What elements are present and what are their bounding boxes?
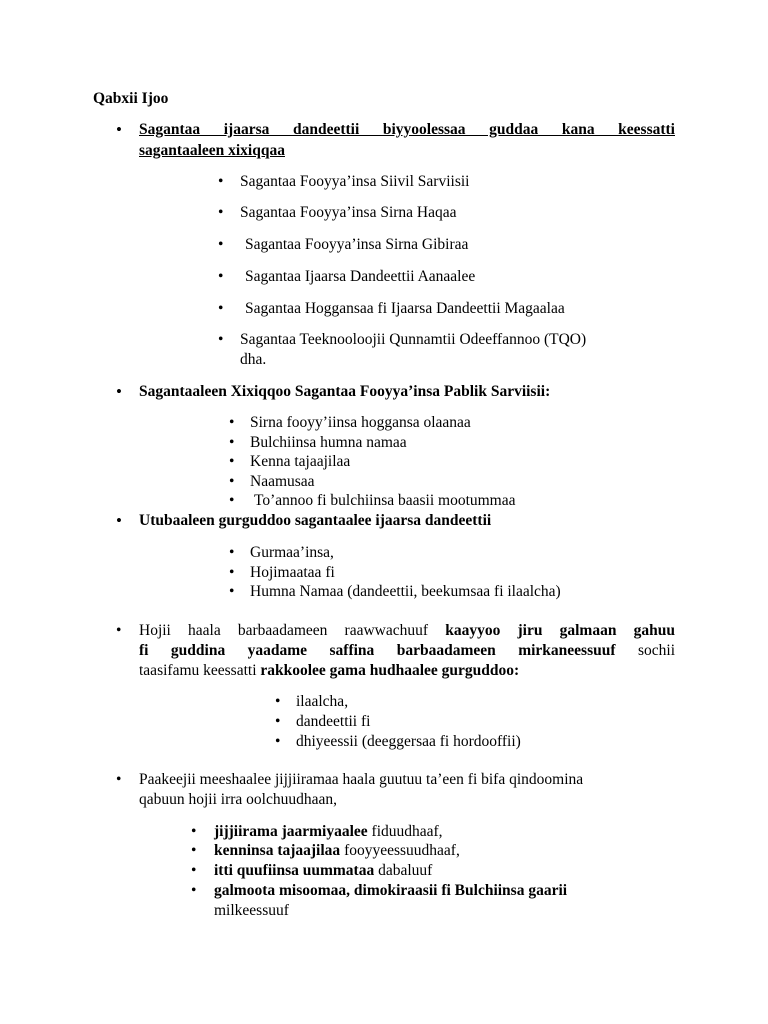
bullet-dot: • (229, 473, 235, 490)
bullet-dot: • (229, 434, 235, 451)
section5-paragraph-line2: qabuun hojii irra oolchuudhaan, (139, 791, 338, 808)
bullet-dot: • (218, 268, 224, 285)
bullet-dot: • (229, 453, 235, 470)
section5-paragraph-line1: Paakeejii meeshaalee jijjiiramaa haala guutuu ta’een fi bifa qindoomina (139, 771, 584, 788)
list-item: Humna Namaa (dandeettii, beekumsaa fi ilaalcha) (250, 583, 561, 600)
text-run-bold: fi guddina yaadame saffina barbaadameen mirkaneessuuf (139, 642, 616, 659)
section4-paragraph-line1 (139, 621, 675, 641)
text-run-bold: rakkoolee gama hudhaalee gurguddoo: (260, 662, 520, 679)
bullet-dot: • (191, 823, 197, 840)
bullet-dot: • (116, 511, 122, 530)
page-heading: Qabxii Ijoo (93, 90, 169, 107)
bullet-dot: • (218, 236, 224, 253)
text-run-bold: galmoota misoomaa, dimokiraasii fi Bulchiinsa gaarii (214, 882, 568, 899)
section4-paragraph-line3 (139, 661, 519, 681)
bullet-dot: • (229, 544, 235, 561)
bullet-dot: • (229, 492, 235, 509)
list-item (214, 861, 432, 881)
list-item: Sagantaa Teeknooloojii Qunnamtii Odeeffannoo (TQO) (240, 331, 587, 348)
bullet-dot: • (229, 414, 235, 431)
section4-paragraph-line2 (139, 641, 675, 661)
bullet-dot: • (275, 733, 281, 750)
list-item (214, 822, 443, 842)
list-item: Kenna tajaajilaa (250, 453, 351, 470)
bullet-dot: • (229, 583, 235, 600)
list-item: Bulchiinsa humna namaa (250, 434, 407, 451)
list-item (214, 881, 567, 901)
text-run-bold: kaayyoo jiru galmaan gahuu (445, 622, 675, 639)
list-item: ilaalcha, (296, 693, 349, 710)
bullet-dot: • (218, 300, 224, 317)
bullet-dot: • (218, 173, 224, 190)
list-item: To’annoo fi bulchiinsa baasii mootummaa (254, 492, 516, 509)
bullet-dot: • (191, 842, 197, 859)
text-run: fiduudhaaf, (367, 823, 443, 840)
bullet-dot: • (116, 622, 122, 639)
section3-title: Utubaaleen gurguddoo sagantaalee ijaarsa dandeettii (139, 512, 492, 529)
list-item: Sagantaa Hoggansaa fi Ijaarsa Dandeettii Magaalaa (245, 300, 565, 317)
list-item: Sagantaa Fooyya’insa Siivil Sarviisii (240, 173, 470, 190)
text-run: sochii (615, 642, 676, 659)
bullet-dot: • (229, 564, 235, 581)
section1-title: Sagantaa ijaarsa dandeettii biyyoolessaa guddaa kana keessatti (139, 121, 675, 138)
bullet-dot: • (275, 713, 281, 730)
section1-title-cont: sagantaaleen xixiqqaa (139, 142, 285, 159)
list-item: dandeettii fi (296, 713, 371, 730)
bullet-dot: • (116, 771, 122, 788)
text-run: dabaluuf (374, 862, 433, 879)
text-run: taasifamu keessatti (139, 662, 261, 679)
text-run: Hojii haala barbaadameen raawwachuuf (139, 622, 446, 639)
text-run-bold: kenninsa tajaajilaa (214, 842, 341, 859)
list-item: Sagantaa Ijaarsa Dandeettii Aanaalee (245, 268, 476, 285)
bullet-dot: • (275, 693, 281, 710)
list-item: Sagantaa Fooyya’insa Sirna Haqaa (240, 204, 457, 221)
bullet-dot: • (116, 382, 122, 401)
list-item: Sirna fooyy’iinsa hoggansa olaanaa (250, 414, 471, 431)
list-item (214, 841, 460, 861)
text-run-bold: itti quufiinsa uummataa (214, 862, 375, 879)
list-item: Gurmaa’insa, (250, 544, 334, 561)
list-item-cont: dha. (240, 351, 267, 368)
list-item-cont: milkeessuuf (214, 902, 289, 919)
bullet-dot: • (191, 882, 197, 899)
text-run-bold: jijjiirama jaarmiyaalee (214, 823, 368, 840)
bullet-dot: • (191, 862, 197, 879)
text-run: fooyyeessuudhaaf, (340, 842, 460, 859)
list-item: Naamusaa (250, 473, 315, 490)
bullet-dot: • (116, 120, 122, 139)
section2-title: Sagantaaleen Xixiqqoo Sagantaa Fooyya’insa Pablik Sarviisii: (139, 383, 551, 400)
bullet-dot: • (218, 331, 224, 348)
bullet-dot: • (218, 204, 224, 221)
list-item: dhiyeessii (deeggersaa fi hordooffii) (296, 733, 521, 750)
list-item: Sagantaa Fooyya’insa Sirna Gibiraa (245, 236, 469, 253)
list-item: Hojimaataa fi (250, 564, 335, 581)
